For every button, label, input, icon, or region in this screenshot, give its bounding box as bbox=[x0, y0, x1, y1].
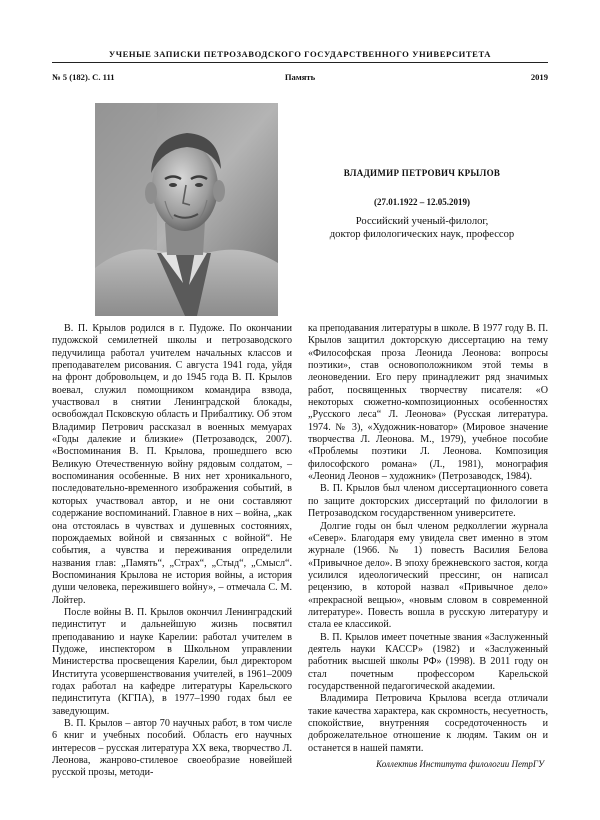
paragraph: Долгие годы он был членом редколлегии журнала «Север». Благодаря ему увидела свет именно в этом журнале (1966. № 1) повесть Василия Белова «Привычное дело». В эпоху брежневского застоя, когда усилился идеологический прессинг, он написал рецензию, в которой назвал «Привычное дело» «прекрасной вещью», «новым словом в современной литературе». Повесть вошла в русскую литературу и стала ее классикой. bbox=[308, 520, 548, 631]
right-column bbox=[308, 323, 548, 755]
paragraph: После войны В. П. Крылов окончил Ленинградский пединститут и дальнейшую жизнь посвятил преподаванию и науке Карелии: работал учителем в Пудоже, инспектором в Школьном управлении Министерства просвещения Карелии, был директором Института усовершенствования учителей, в 1961–2009 годах работал на кафедре литературы Карельского пединститута (КГПА), в 1977–1990 годах был ее заведующим. bbox=[52, 606, 292, 717]
portrait-photo bbox=[95, 103, 278, 316]
section-name: Память bbox=[284, 72, 316, 82]
paragraph: В. П. Крылов имеет почетные звания «Заслуженный деятель науки КАССР» (1982) и «Заслуженный работник высшей школы РФ» (1998). В 2011 году он стал почетным профессором Карельской государственной педагогической академии. bbox=[308, 631, 548, 692]
portrait-illustration bbox=[95, 103, 278, 316]
journal-title: УЧЕНЫЕ ЗАПИСКИ ПЕТРОЗАВОДСКОГО ГОСУДАРСТВЕННОГО УНИВЕРСИТЕТА bbox=[108, 49, 492, 59]
paragraph: В. П. Крылов родился в г. Пудоже. По окончании пудожской семилетней школы и петрозаводского педучилища работал учителем начальных классов и преподавателем рисования. С августа 1941 года, уйдя на фронт добровольцем, и до 1945 года В. П. Крылов воевал, служил помощником командира взвода, участвовал в снятии Ленинградской блокады, освобождал Псковскую область и Прибалтику. Об этом Владимир Петрович рассказал в военных мемуарах «Годы далекие и близкие» (Петрозаводск, 2007). «Воспоминания В. П. Крылова, прошедшего всю Великую Отечественную войну рядовым солдатом, – воспоминания особенные. В них нет хроникального, последовательно-временного изображения событий, в которых участвовал автор, и не они составляют содержание воспоминаний. Главное в них – война, „как она отстоялась в чувствах и душевных состояниях, порождаемых войной и связанных с войной“. Не события, а чувства и переживания определили названия глав: „Память“, „Страх“, „Стыд“, „Смысл“. Воспоминания Крылова не история войны, а история души человека, пережившего войну», – отмечала С. М. Лойтер. bbox=[52, 323, 292, 606]
paragraph: ка преподавания литературы в школе. В 1977 году В. П. Крылов защитил докторскую диссертацию на тему «Философская проза Леонида Леонова: вопросы поэтики», став основоположником этой темы в леоноведении. Его перу принадлежит ряд значимых работ, посвященных творчеству писателя: «О некоторых сюжетно-композиционных особенностях „Русского леса“ Л. Леонова» (Русская литература. 1974. № 3), «Художник-новатор» (Мировое значение творчества Л. Леонова. М., 1979), учебное пособие «Проблемы поэтики Л. Леонова. Композиция философского романа» (Л., 1981), монография «Леонид Леонов – художник» (Петрозаводск, 1984). bbox=[308, 323, 548, 483]
paragraph: Владимира Петровича Крылова всегда отличали такие качества характера, как скромность, несуетность, спокойствие, внутренняя сосредоточенность и доброжелательное отношение к людям. Таким он и останется в нашей памяти. bbox=[308, 693, 548, 754]
paragraph: В. П. Крылов был членом диссертационного совета по защите докторских диссертаций по филологии в Петрозаводском государственном университете. bbox=[308, 483, 548, 520]
person-name: ВЛАДИМИР ПЕТРОВИЧ КРЫЛОВ bbox=[343, 168, 501, 178]
person-title-line-1: Российский ученый-филолог, bbox=[355, 216, 489, 227]
header-rule bbox=[52, 62, 548, 63]
person-title-line-2: доктор филологических наук, профессор bbox=[329, 229, 515, 240]
signature: Коллектив Института филологии ПетрГУ bbox=[376, 759, 544, 769]
life-dates: (27.01.1922 – 12.05.2019) bbox=[374, 197, 470, 207]
issue-number: № 5 (182). С. 111 bbox=[52, 72, 115, 82]
publication-year: 2019 bbox=[530, 72, 548, 82]
left-column bbox=[52, 323, 292, 780]
paragraph: В. П. Крылов – автор 70 научных работ, в том числе 6 книг и учебных пособий. Область его научных интересов – русская литература XX века, творчество Л. Леонова, жанрово-стилевое своеобразие новейшей русской прозы, методи- bbox=[52, 718, 292, 779]
